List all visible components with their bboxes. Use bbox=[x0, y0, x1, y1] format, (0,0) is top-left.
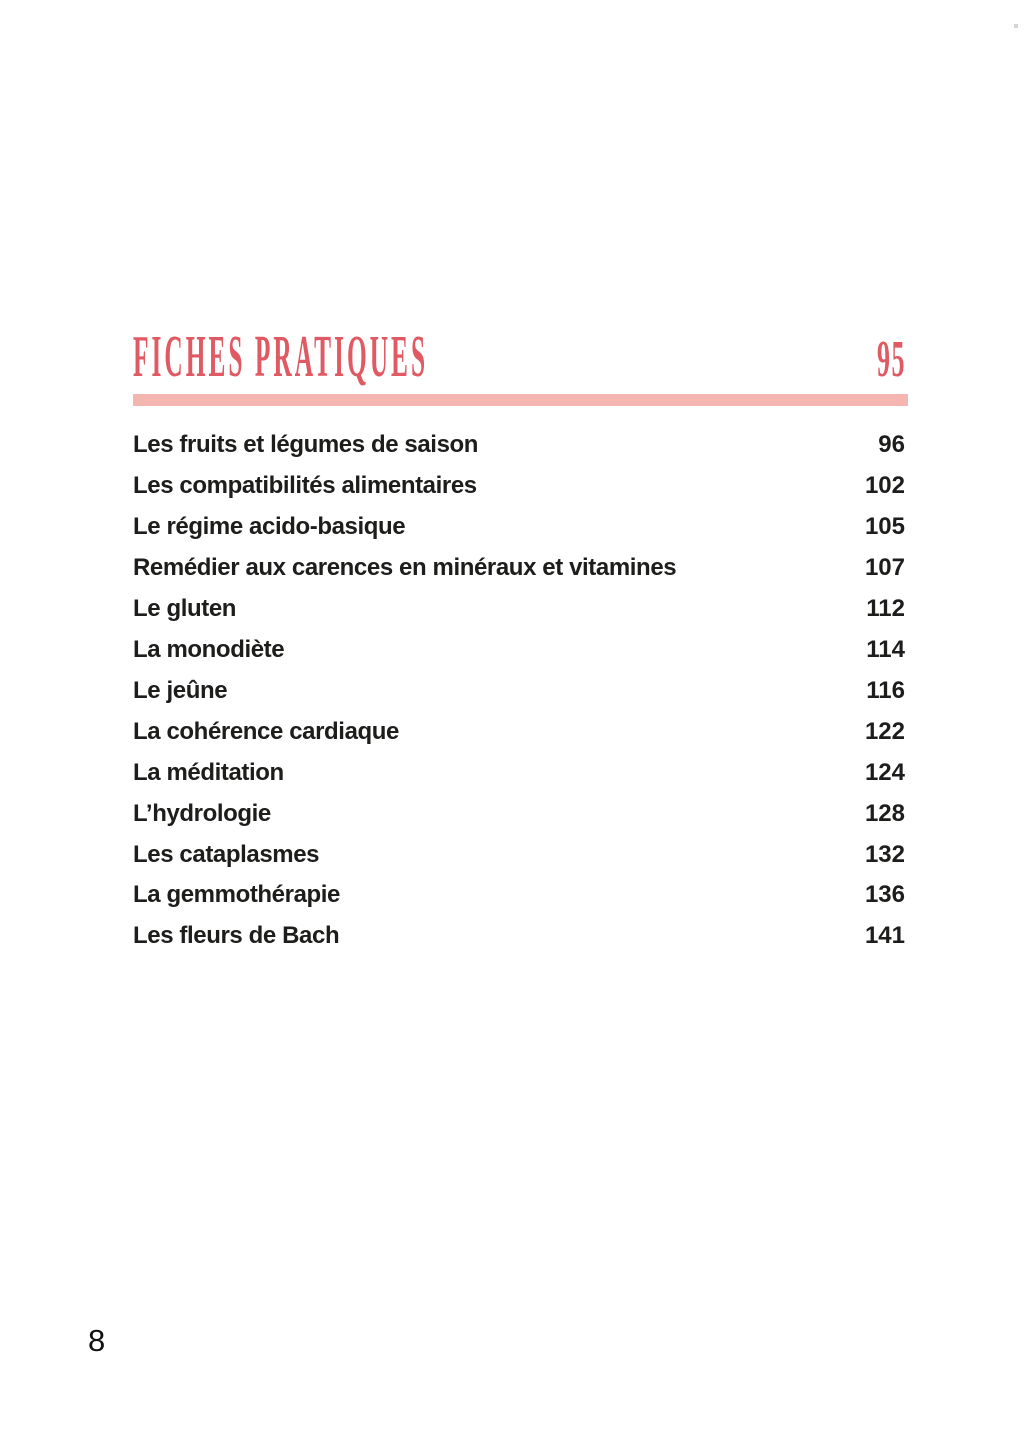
folio-page-number: 8 bbox=[88, 1323, 106, 1358]
toc-entry-label: Remédier aux carences en minéraux et vitamines bbox=[133, 554, 677, 582]
toc-entry-label: La méditation bbox=[133, 758, 284, 786]
toc-entry-label: La cohérence cardiaque bbox=[133, 717, 399, 745]
scan-artifact-dot bbox=[1014, 24, 1018, 28]
toc-entry-page-number: 141 bbox=[864, 922, 905, 950]
section-title: FICHES PRATIQUES bbox=[133, 323, 429, 389]
toc-entry-page-number: 128 bbox=[864, 799, 905, 827]
toc-row bbox=[133, 916, 905, 957]
toc-entry-label: Les fruits et légumes de saison bbox=[133, 431, 479, 459]
toc-row bbox=[133, 875, 905, 916]
toc-row bbox=[133, 589, 905, 630]
toc-entry-label: Le gluten bbox=[133, 595, 237, 623]
toc-entry-page-number: 124 bbox=[864, 758, 905, 786]
toc-entry-label: Le régime acido-basique bbox=[133, 513, 406, 541]
toc-entry-page-number: 116 bbox=[866, 676, 905, 704]
toc-row bbox=[133, 630, 905, 671]
toc-row bbox=[133, 711, 905, 752]
toc-entry-label: Le jeûne bbox=[133, 676, 228, 704]
toc-list bbox=[133, 425, 905, 957]
toc-row bbox=[133, 670, 905, 711]
toc-entry-page-number: 102 bbox=[864, 472, 905, 500]
toc-row bbox=[133, 425, 905, 466]
toc-entry-label: L’hydrologie bbox=[133, 799, 271, 827]
toc-entry-page-number: 105 bbox=[864, 513, 905, 541]
section-divider-bar bbox=[133, 394, 908, 406]
toc-entry-page-number: 96 bbox=[878, 431, 905, 459]
toc-row bbox=[133, 507, 905, 548]
toc-entry-page-number: 112 bbox=[866, 595, 905, 623]
toc-entry-page-number: 107 bbox=[864, 554, 905, 582]
section-page-number: 95 bbox=[877, 331, 906, 388]
toc-row bbox=[133, 793, 905, 834]
toc-entry-label: Les cataplasmes bbox=[133, 840, 320, 868]
toc-entry-label: Les fleurs de Bach bbox=[133, 922, 340, 950]
toc-row bbox=[133, 548, 905, 589]
toc-row bbox=[133, 466, 905, 507]
toc-entry-label: Les compatibilités alimentaires bbox=[133, 472, 477, 500]
toc-row bbox=[133, 834, 905, 875]
toc-entry-page-number: 132 bbox=[864, 840, 905, 868]
toc-entry-page-number: 114 bbox=[866, 635, 905, 663]
toc-entry-page-number: 122 bbox=[864, 717, 905, 745]
toc-row bbox=[133, 752, 905, 793]
toc-entry-label: La gemmothérapie bbox=[133, 881, 340, 909]
toc-entry-label: La monodiète bbox=[133, 635, 285, 663]
section-header bbox=[133, 323, 906, 389]
toc-entry-page-number: 136 bbox=[864, 881, 905, 909]
